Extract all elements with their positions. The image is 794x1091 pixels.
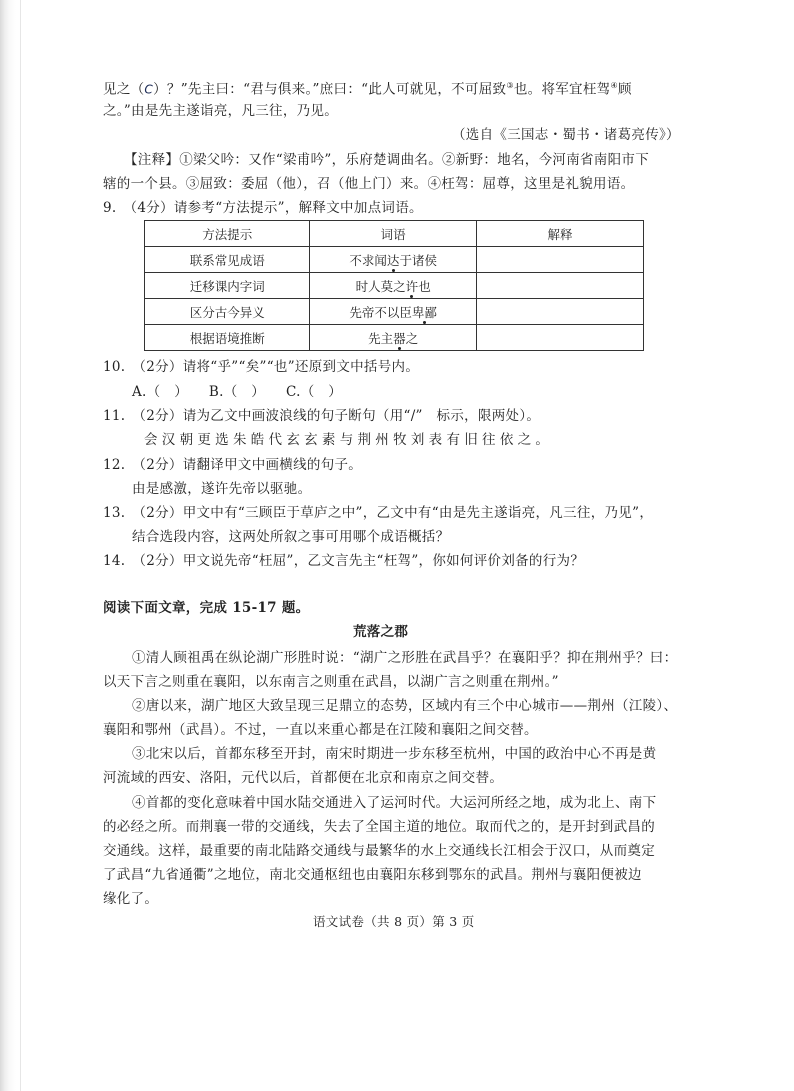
handwritten-answer: C bbox=[144, 82, 154, 97]
dotted-word: 卑鄙 bbox=[411, 304, 437, 320]
table-cell-phrase: 先主器之 bbox=[310, 325, 477, 351]
reading-instruction: 阅读下面文章，完成 15-17 题。 bbox=[103, 600, 310, 616]
scan-edge-line bbox=[20, 0, 21, 1091]
table-cell-method: 迁移课内字词 bbox=[145, 273, 310, 299]
table-cell-answer bbox=[476, 325, 643, 351]
paragraph-4-line-2: 的必经之所。而荆襄一带的交通线，失去了全国主道的地位。取而代之的，是开封到武昌的 bbox=[103, 819, 655, 835]
notes-line-1: 【注释】①梁父吟：又作“梁甫吟”，乐府楚调曲名。②新野：地名，今河南省南阳市下 bbox=[124, 152, 650, 168]
paragraph-3-line-1: ③北宋以后，首都东移至开封，南宋时期进一步东移至杭州，中国的政治中心不再是黄 bbox=[132, 746, 657, 762]
table-row bbox=[145, 273, 644, 299]
notes-line-2: 辖的一个县。③屈致：委屈（他），召（他上门）来。④枉驾：屈尊，这里是礼貌用语。 bbox=[103, 176, 635, 192]
dotted-word: 达 bbox=[386, 252, 400, 268]
question-13-stem: 13. （2分）甲文中有“三顾臣于草庐之中”，乙文中有“由是先主遂诣亮，凡三往，乃见”， bbox=[103, 505, 654, 521]
paragraph-4-line-4: 了武昌“九省通衢”之地位，南北交通枢纽也由襄阳东移到鄂东的武昌。荆州与襄阳便被边 bbox=[103, 867, 642, 883]
table-header-answer: 解释 bbox=[476, 221, 643, 247]
paragraph-3-line-2: 河流域的西安、洛阳，元代以后，首都便在北京和南京之间交替。 bbox=[103, 770, 504, 786]
paragraph-4-line-5: 缘化了。 bbox=[103, 891, 159, 907]
question-11-sentence: 会 汉 朝 更 选 朱 皓 代 玄 玄 素 与 荆 州 牧 刘 表 有 旧 往 依 之 。 bbox=[144, 432, 549, 448]
question-10-stem: 10. （2分）请将“乎”“矣”“也”还原到文中括号内。 bbox=[103, 359, 420, 375]
page-footer: 语文试卷（共 8 页）第 3 页 bbox=[313, 914, 475, 929]
table-cell-answer bbox=[476, 273, 643, 299]
table-row bbox=[145, 325, 644, 351]
vocab-table bbox=[144, 220, 644, 351]
table-header-row bbox=[145, 221, 644, 247]
question-13-stem-2: 结合选段内容，这两处所叙之事可用哪个成语概括？ bbox=[132, 529, 450, 545]
table-cell-answer bbox=[476, 247, 643, 273]
paragraph-1-line-1: ①清人顾祖禹在纵论湖广形胜时说：“湖广之形胜在武昌乎？在襄阳乎？抑在荆州乎？曰： bbox=[132, 650, 678, 666]
table-row bbox=[145, 299, 644, 325]
question-9-stem: 9. （4分）请参考“方法提示”，解释文中加点词语。 bbox=[103, 200, 423, 216]
table-cell-answer bbox=[476, 299, 643, 325]
paragraph-2-line-2: 襄阳和鄂州（武昌）。不过，一直以来重心都是在江陵和襄阳之间交替。 bbox=[103, 722, 538, 738]
article-title: 荒落之郡 bbox=[353, 624, 409, 640]
question-11-stem: 11. （2分）请为乙文中画波浪线的句子断句（用“/” 标示，限两处）。 bbox=[103, 408, 541, 424]
table-cell-method: 联系常见成语 bbox=[145, 247, 310, 273]
question-12-sentence: 由是感激，遂许先帝以驱驰。 bbox=[132, 481, 312, 497]
table-cell-phrase: 不求闻达于诸侯 bbox=[310, 247, 477, 273]
paragraph-4-line-1: ④首都的变化意味着中国水陆交通进入了运河时代。大运河所经之地，成为北上、南下 bbox=[132, 795, 657, 811]
paragraph-2-line-1: ②唐以来，湖广地区大致呈现三足鼎立的态势，区域内有三个中心城市——荆州（江陵）、 bbox=[132, 698, 678, 714]
question-12-stem: 12. （2分）请翻译甲文中画横线的句子。 bbox=[103, 457, 363, 473]
dotted-word: 许 bbox=[405, 278, 419, 294]
paragraph-4-line-3: 交通线。这样，最重要的南北陆路交通线与最繁华的水上交通线长江相会于汉口，从而奠定 bbox=[103, 843, 655, 859]
question-14-stem: 14. （2分）甲文说先帝“枉屈”，乙文言先主“枉驾”，你如何评价刘备的行为？ bbox=[103, 553, 585, 569]
question-10-options: A.（ ） B.（ ） C.（ ） bbox=[132, 384, 343, 400]
passage-source: （选自《三国志・蜀书・诸葛亮传》） bbox=[452, 127, 680, 143]
passage-line-2: 之。”由是先主遂诣亮，凡三往，乃见。 bbox=[103, 103, 339, 119]
table-row bbox=[145, 247, 644, 273]
table-cell-method: 根据语境推断 bbox=[145, 325, 310, 351]
table-header-method: 方法提示 bbox=[145, 221, 310, 247]
table-cell-method: 区分古今异义 bbox=[145, 299, 310, 325]
table-cell-phrase: 先帝不以臣卑鄙 bbox=[310, 299, 477, 325]
passage-line-1: 见之（C）？”先主曰：“君与俱来。”庶曰：“此人可就见，不可屈致③也。将军宜枉驾④顾 bbox=[103, 81, 632, 98]
table-cell-phrase: 时人莫之许也 bbox=[310, 273, 477, 299]
scan-edge-shadow bbox=[0, 0, 16, 1091]
dotted-word: 器 bbox=[393, 330, 406, 346]
table-header-phrase: 词语 bbox=[310, 221, 477, 247]
paragraph-1-line-2: 以天下言之则重在襄阳，以东南言之则重在武昌，以湖广言之则重在荆州。” bbox=[103, 674, 559, 690]
